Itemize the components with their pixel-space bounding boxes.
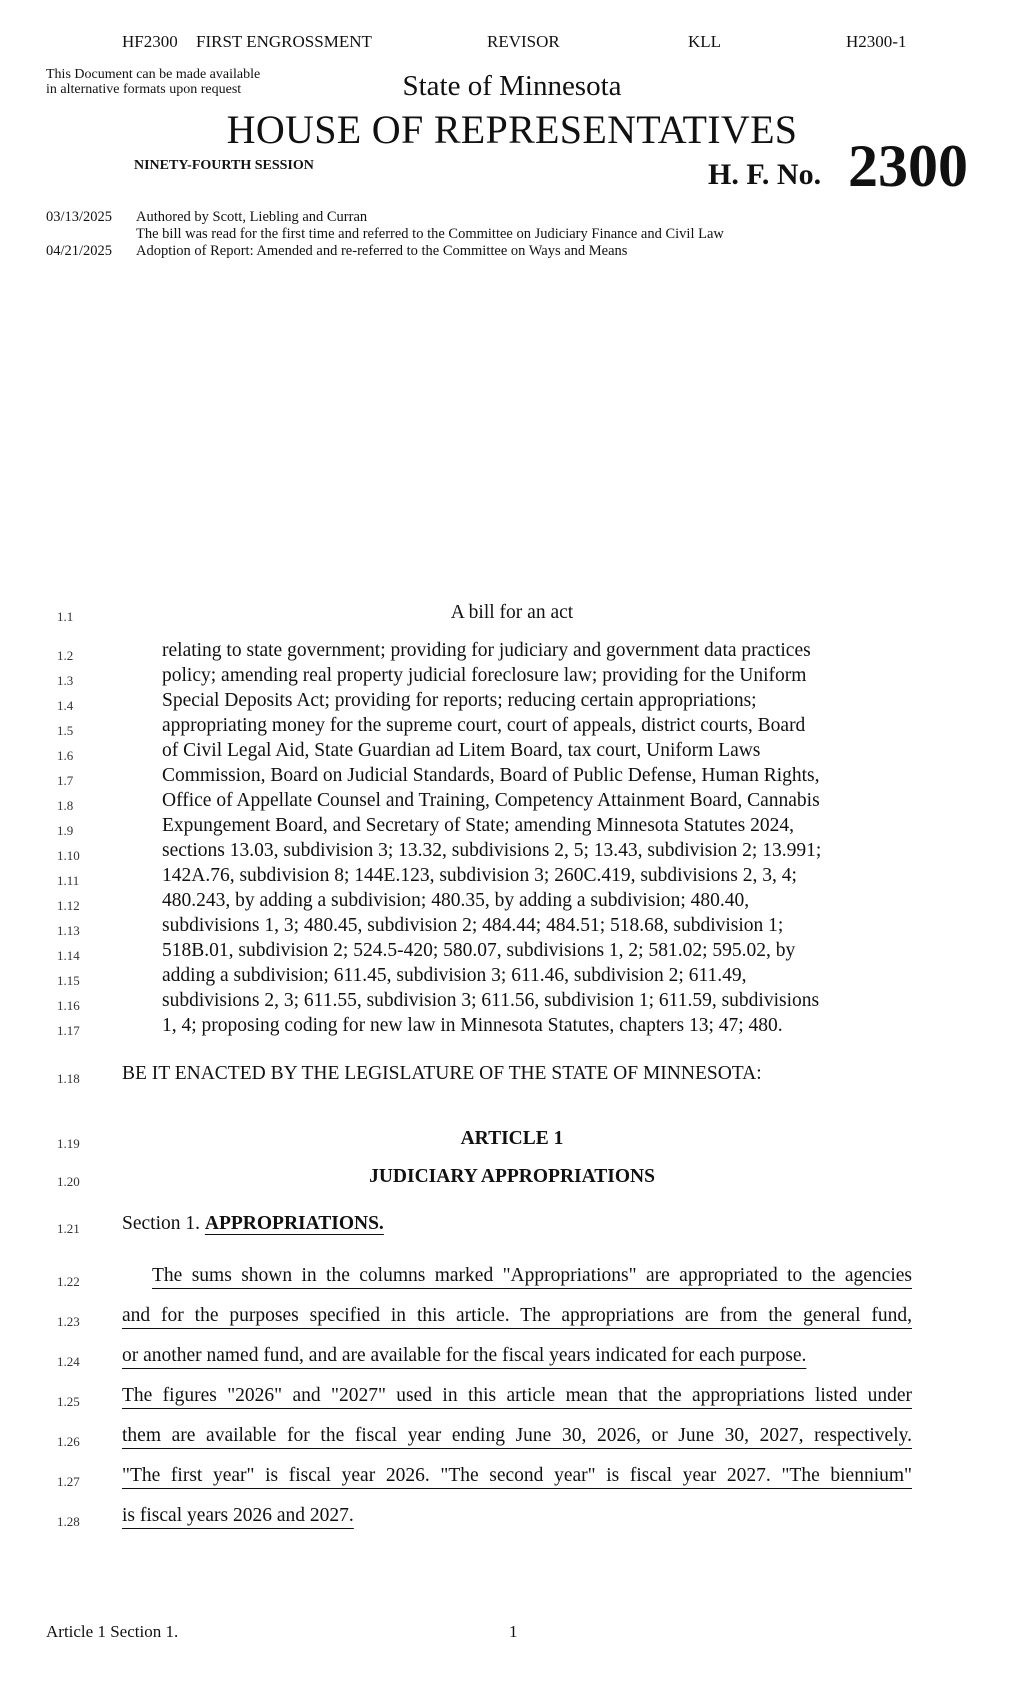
availability-note-line-2: in alternative formats upon request (46, 82, 242, 97)
line-number: 1.14 (57, 948, 80, 963)
article-number: ARTICLE 1 (460, 1128, 564, 1149)
line-number: 1.4 (57, 698, 74, 713)
history-entry-2-line-1: Adoption of Report: Amended and re-referred to the Committee on Ways and Means (136, 243, 628, 259)
header-doc-id: H2300-1 (846, 32, 907, 51)
line-number: 1.1 (57, 609, 74, 624)
line-number: 1.8 (57, 798, 74, 813)
line-number: 1.19 (57, 1136, 80, 1151)
title-text-line: Special Deposits Act; providing for reports; reducing certain appropriations; (162, 690, 757, 711)
title-text-line: 480.243, by adding a subdivision; 480.35, by adding a subdivision; 480.40, (162, 890, 750, 911)
header-version: FIRST ENGROSSMENT (196, 32, 372, 51)
line-number: 1.11 (57, 873, 80, 888)
line-number: 1.7 (57, 773, 74, 788)
line-number: 1.18 (57, 1071, 80, 1086)
line-number: 1.24 (57, 1354, 80, 1369)
header-office: REVISOR (487, 32, 560, 51)
line-number: 1.26 (57, 1434, 80, 1449)
line-number: 1.25 (57, 1394, 80, 1409)
hf-number: 2300 (848, 133, 968, 199)
line-number: 1.27 (57, 1474, 80, 1489)
title-text-line: relating to state government; providing for judiciary and government data practices (162, 640, 811, 661)
article-title: JUDICIARY APPROPRIATIONS (369, 1166, 655, 1187)
line-number: 1.13 (57, 923, 80, 938)
title-text-line: of Civil Legal Aid, State Guardian ad Litem Board, tax court, Uniform Laws (162, 740, 761, 761)
history-date-1: 03/13/2025 (46, 209, 113, 225)
section-label: Section 1. (122, 1213, 200, 1234)
title-text-line: Office of Appellate Counsel and Training, Competency Attainment Board, Cannabis (162, 790, 820, 811)
availability-note-line-1: This Document can be made available (46, 67, 261, 82)
line-number: 1.10 (57, 848, 80, 863)
enacting-clause: BE IT ENACTED BY THE LEGISLATURE OF THE STATE OF MINNESOTA: (122, 1063, 762, 1084)
line-number: 1.17 (57, 1023, 80, 1038)
title-text-line: Expungement Board, and Secretary of State; amending Minnesota Statutes 2024, (162, 815, 794, 836)
footer-section-ref: Article 1 Section 1. (46, 1622, 179, 1641)
line-number: 1.6 (57, 748, 74, 763)
hf-label: H. F. No. (708, 158, 822, 191)
line-number: 1.28 (57, 1514, 80, 1529)
history-entry-1-line-2: The bill was read for the first time and referred to the Committee on Judiciary Finance and Civil Law (136, 226, 724, 242)
history-date-2: 04/21/2025 (46, 243, 113, 259)
line-number: 1.23 (57, 1314, 80, 1329)
line-number: 1.22 (57, 1274, 80, 1289)
section-text-line: The figures "2026" and "2027" used in this article mean that the appropriations listed under (122, 1385, 912, 1406)
section-title: APPROPRIATIONS. (204, 1213, 384, 1234)
line-number: 1.20 (57, 1174, 80, 1189)
section-text-line: or another named fund, and are available for the fiscal years indicated for each purpose. (122, 1345, 807, 1366)
title-text-line: subdivisions 1, 3; 480.45, subdivision 2; 484.44; 484.51; 518.68, subdivision 1; (162, 915, 784, 936)
title-text-line: Commission, Board on Judicial Standards, Board of Public Defense, Human Rights, (162, 765, 820, 786)
bill-title-heading: A bill for an act (450, 602, 574, 623)
chamber-title: HOUSE OF REPRESENTATIVES (226, 107, 798, 152)
section-heading (122, 1213, 384, 1235)
line-number: 1.15 (57, 973, 80, 988)
session-label: NINETY-FOURTH SESSION (134, 158, 314, 173)
title-text-line: 1, 4; proposing coding for new law in Minnesota Statutes, chapters 13; 47; 480. (162, 1015, 783, 1036)
title-text-line: 518B.01, subdivision 2; 524.5-420; 580.07, subdivisions 1, 2; 581.02; 595.02, by (162, 940, 796, 961)
line-number: 1.16 (57, 998, 80, 1013)
title-text-line: adding a subdivision; 611.45, subdivision 3; 611.46, subdivision 2; 611.49, (162, 965, 747, 986)
section-text-line: them are available for the fiscal year ending June 30, 2026, or June 30, 2027, respectively. (122, 1425, 912, 1446)
section-text-line: "The first year" is fiscal year 2026. "The second year" is fiscal year 2027. "The biennium" (122, 1465, 912, 1486)
line-number: 1.5 (57, 723, 74, 738)
section-text-line: The sums shown in the columns marked "Appropriations" are appropriated to the agencies (152, 1265, 912, 1286)
line-number: 1.2 (57, 648, 74, 663)
title-text-line: 142A.76, subdivision 8; 144E.123, subdivision 3; 260C.419, subdivisions 2, 3, 4; (162, 865, 797, 886)
section-text-line: and for the purposes specified in this article. The appropriations are from the general fund, (122, 1305, 912, 1326)
history-entry-1-line-1: Authored by Scott, Liebling and Curran (136, 209, 368, 225)
state-name: State of Minnesota (402, 70, 622, 102)
title-text-line: appropriating money for the supreme court, court of appeals, district courts, Board (162, 715, 806, 736)
header-bill-number: HF2300 (122, 32, 178, 51)
title-text-line: sections 13.03, subdivision 3; 13.32, subdivisions 2, 5; 13.43, subdivision 2; 13.991; (162, 840, 822, 861)
line-number: 1.9 (57, 823, 74, 838)
line-number: 1.21 (57, 1221, 80, 1236)
header-initials: KLL (688, 32, 722, 51)
line-number: 1.3 (57, 673, 74, 688)
section-text-line: is fiscal years 2026 and 2027. (122, 1505, 354, 1526)
line-number: 1.12 (57, 898, 80, 913)
title-text-line: policy; amending real property judicial foreclosure law; providing for the Uniform (162, 665, 807, 686)
title-text-line: subdivisions 2, 3; 611.55, subdivision 3; 611.56, subdivision 1; 611.59, subdivisions (162, 990, 820, 1011)
page-number: 1 (509, 1622, 518, 1641)
